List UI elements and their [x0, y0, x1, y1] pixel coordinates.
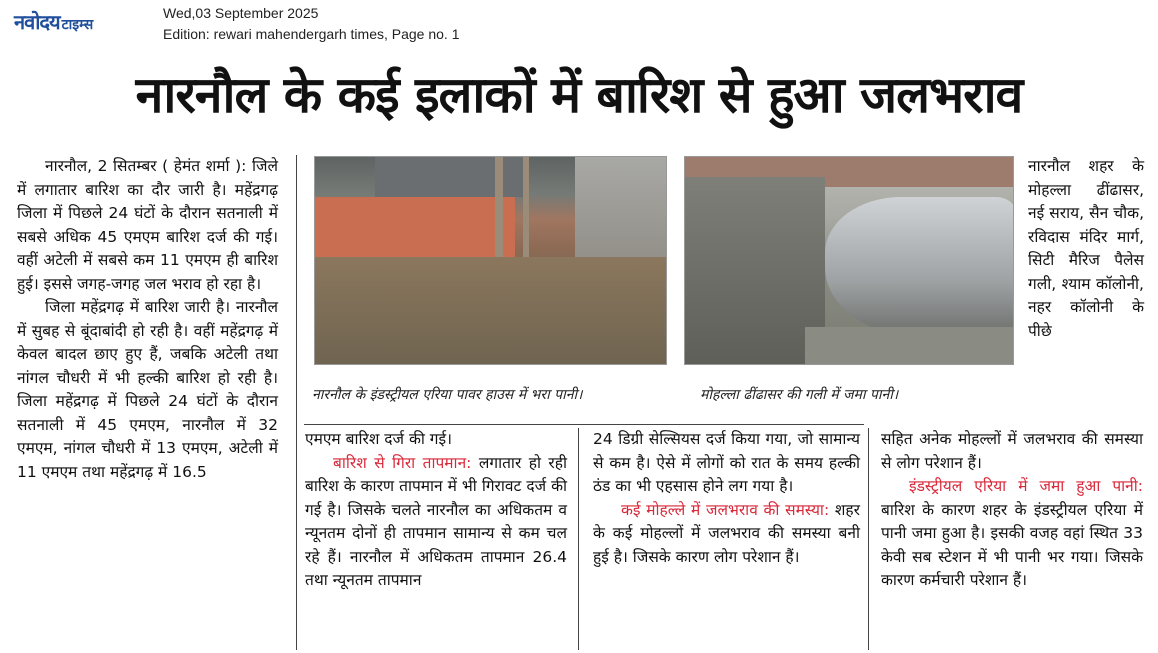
- edition-date: Wed,03 September 2025: [163, 5, 319, 21]
- logo-main-text: नवोदय: [14, 10, 60, 34]
- column-divider: [578, 428, 579, 650]
- paragraph-text: बारिश के कारण शहर के इंडस्ट्रीयल एरिया में पानी जमा हुआ है। इसकी वजह वहां स्थित 33 केवी सब स्टेशन में भी पानी भर गया। जिसके कारण कर्मचारी परेशान हैं।: [881, 500, 1143, 589]
- column-divider: [296, 155, 297, 650]
- paragraph: सहित अनेक मोहल्लों में जलभराव की समस्या से लोग परेशान हैं।: [881, 430, 1143, 472]
- paragraph: [593, 499, 860, 570]
- newspaper-logo[interactable]: [14, 8, 93, 32]
- article-headline: नारनौल के कई इलाकों में बारिश से हुआ जलभराव: [135, 66, 1023, 124]
- article-column-2: [305, 428, 567, 593]
- article-column-3: [593, 428, 860, 569]
- article-column-1: [17, 155, 278, 484]
- edition-info: Edition: rewari mahendergarh times, Page no. 1: [163, 26, 460, 42]
- paragraph: एमएम बारिश दर्ज की गई।: [305, 430, 453, 448]
- edition-header: [0, 0, 1158, 50]
- paragraph: [881, 475, 1143, 593]
- paragraph: नारनौल शहर के मोहल्ला ढींढासर, नई सराय, सैन चौक, रविदास मंदिर मार्ग, सिटी मैरिज पैलेस गली, श्याम कॉलोनी, नहर कॉलोनी के पीछे: [1028, 157, 1144, 340]
- subheading: कई मोहल्ले में जलभराव की समस्या:: [621, 500, 830, 519]
- paragraph-text: लगातार हो रही बारिश के कारण तापमान में भी गिरावट दर्ज की गई है। जिसके चलते नारनौल का अधिकतम व न्यूनतम दोनों ही तापमान सामान्य से कम चल रहे हैं। नारनौल में अधिकतम तापमान 26.4 तथा न्यूनतम तापमान: [305, 453, 567, 589]
- logo-sub-text: टाइम्स: [61, 17, 94, 33]
- subheading: बारिश से गिरा तापमान:: [333, 453, 472, 472]
- photo-industrial-area-waterlogging[interactable]: [314, 156, 667, 365]
- paragraph: 24 डिग्री सेल्सियस दर्ज किया गया, जो सामान्य से कम है। ऐसे में लोगों को रात के समय हल्की ठंड का भी एहसास होने लग गया है।: [593, 430, 860, 495]
- photo-street-waterlogging[interactable]: [684, 156, 1014, 365]
- photo-caption-1: नारनौल के इंडस्ट्रीयल एरिया पावर हाउस में भरा पानी।: [312, 387, 583, 403]
- photo-flood-water: [315, 257, 667, 365]
- photo-caption-2: मोहल्ला ढींढासर की गली में जमा पानी।: [700, 387, 899, 403]
- section-divider: [304, 424, 864, 425]
- paragraph: नारनौल, 2 सितम्बर ( हेमंत शर्मा ): जिले में लगातार बारिश का दौर जारी है। महेंद्रगढ़ जिला में पिछले 24 घंटों के दौरान सतनाली में सबसे अधिक 45 एमएम बारिश दर्ज की गई। वहीं अटेली में सबसे कम 11 एमएम ही बारिश हुई। इससे जगह-जगह जल भराव हो रहा है।: [17, 157, 278, 293]
- paragraph: जिला महेंद्रगढ़ में बारिश जारी है। नारनौल में सुबह से बूंदाबांदी हो रही है। वहीं महेंद्रगढ़ में केवल बादल छाए हुए हैं, जबकि अटेली तथा नांगल चौधरी में भी हल्की बारिश हो रही है। जिला महेंद्रगढ़ में पिछले 24 घंटों के दौरान सतनाली में 45 एमएम, नारनौल में 32 एमएम, नांगल चौधरी में 13 एमएम, अटेली में 11 एमएम तथा महेंद्रगढ़ में 16.5: [17, 298, 278, 481]
- subheading: इंडस्ट्रीयल एरिया में जमा हुआ पानी:: [909, 477, 1143, 495]
- article-column-4-top: [1028, 155, 1144, 343]
- paragraph-text: शहर के कई मोहल्लों में जलभराव की समस्या बनी हुई है। जिसके कारण लोग परेशान हैं।: [593, 500, 860, 566]
- photo-rubble: [685, 177, 825, 365]
- column-divider: [868, 428, 869, 650]
- photo-road: [805, 327, 1014, 365]
- photo-puddle: [825, 197, 1014, 337]
- paragraph: [305, 452, 567, 593]
- article-column-4: [881, 428, 1143, 593]
